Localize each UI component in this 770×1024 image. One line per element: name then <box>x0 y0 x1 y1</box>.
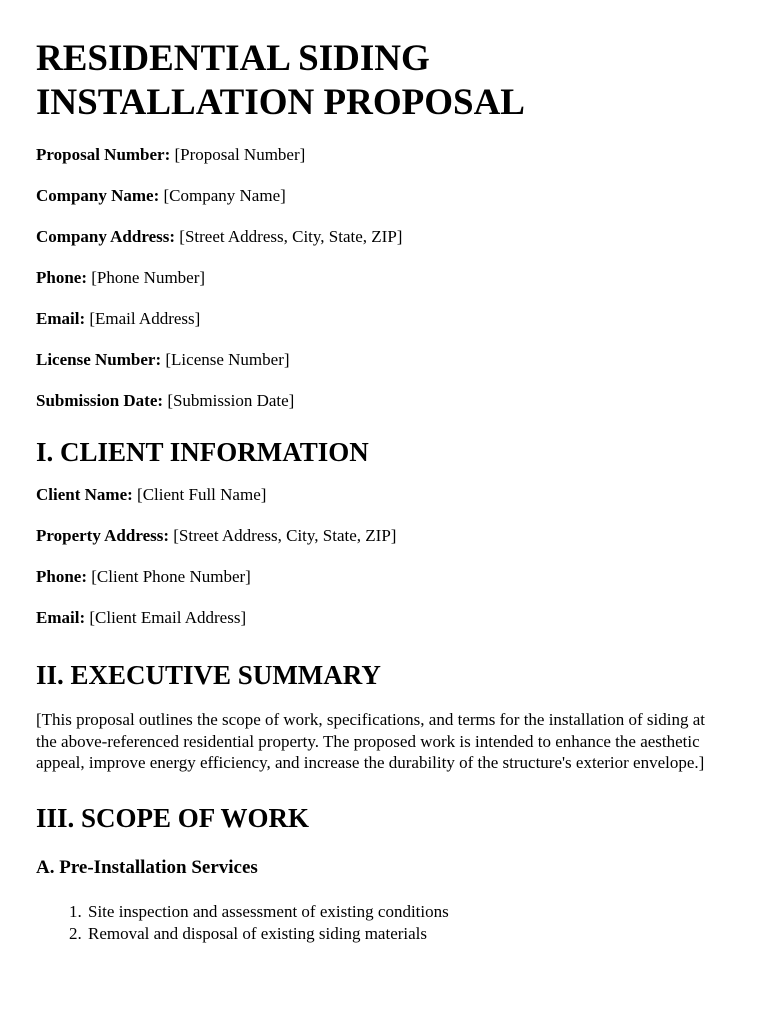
title-line-2: INSTALLATION PROPOSAL <box>36 82 525 123</box>
company-name-field <box>36 186 736 206</box>
executive-summary-text: [This proposal outlines the scope of work, specifications, and terms for the installation of siding at the above-referenced residential property. The proposed work is intended to enhance the aesthetic appeal, improve energy efficiency, and increase the durability of the structure's exterior envelope.] <box>36 710 705 772</box>
client-info-heading: I. CLIENT INFORMATION <box>36 437 369 467</box>
field-value: [Client Full Name] <box>132 485 267 504</box>
pre-installation-list <box>36 901 736 945</box>
field-label: Phone: <box>36 268 87 287</box>
field-label: Company Name: <box>36 186 160 205</box>
proposal-number-field <box>36 145 736 165</box>
field-value: [Client Email Address] <box>85 608 247 627</box>
title-line-1: RESIDENTIAL SIDING <box>36 38 430 79</box>
property-address-field <box>36 526 736 546</box>
client-phone-field <box>36 567 736 587</box>
pre-installation-subheading: A. Pre-Installation Services <box>36 856 258 878</box>
field-value: [Proposal Number] <box>170 145 306 164</box>
client-email-field <box>36 608 736 628</box>
field-label: Phone: <box>36 567 87 586</box>
field-value: [Phone Number] <box>87 268 206 287</box>
field-label: Email: <box>36 309 86 328</box>
field-label: Email: <box>36 608 86 627</box>
document-title <box>36 0 736 125</box>
field-label: Proposal Number: <box>36 145 171 164</box>
company-details <box>36 145 736 411</box>
client-details <box>36 485 736 628</box>
field-label: License Number: <box>36 350 162 369</box>
license-number-field <box>36 350 736 370</box>
field-label: Submission Date: <box>36 391 164 410</box>
client-name-field <box>36 485 736 505</box>
document-page <box>36 0 736 945</box>
scope-of-work-heading: III. SCOPE OF WORK <box>36 802 310 833</box>
field-value: [Email Address] <box>85 309 201 328</box>
field-value: [License Number] <box>161 350 290 369</box>
company-address-field <box>36 227 736 247</box>
field-value: [Client Phone Number] <box>87 567 251 586</box>
company-phone-field <box>36 268 736 288</box>
field-label: Property Address: <box>36 526 170 545</box>
submission-date-field <box>36 391 736 411</box>
company-email-field <box>36 309 736 329</box>
field-label: Client Name: <box>36 485 133 504</box>
field-value: [Street Address, City, State, ZIP] <box>175 227 403 246</box>
field-value: [Submission Date] <box>163 391 295 410</box>
field-label: Company Address: <box>36 227 176 246</box>
field-value: [Street Address, City, State, ZIP] <box>169 526 397 545</box>
list-item: 1. Site inspection and assessment of existing conditions <box>86 901 736 923</box>
list-item: 2. Removal and disposal of existing siding materials <box>86 923 736 945</box>
field-value: [Company Name] <box>159 186 286 205</box>
executive-summary-heading: II. EXECUTIVE SUMMARY <box>36 660 381 690</box>
